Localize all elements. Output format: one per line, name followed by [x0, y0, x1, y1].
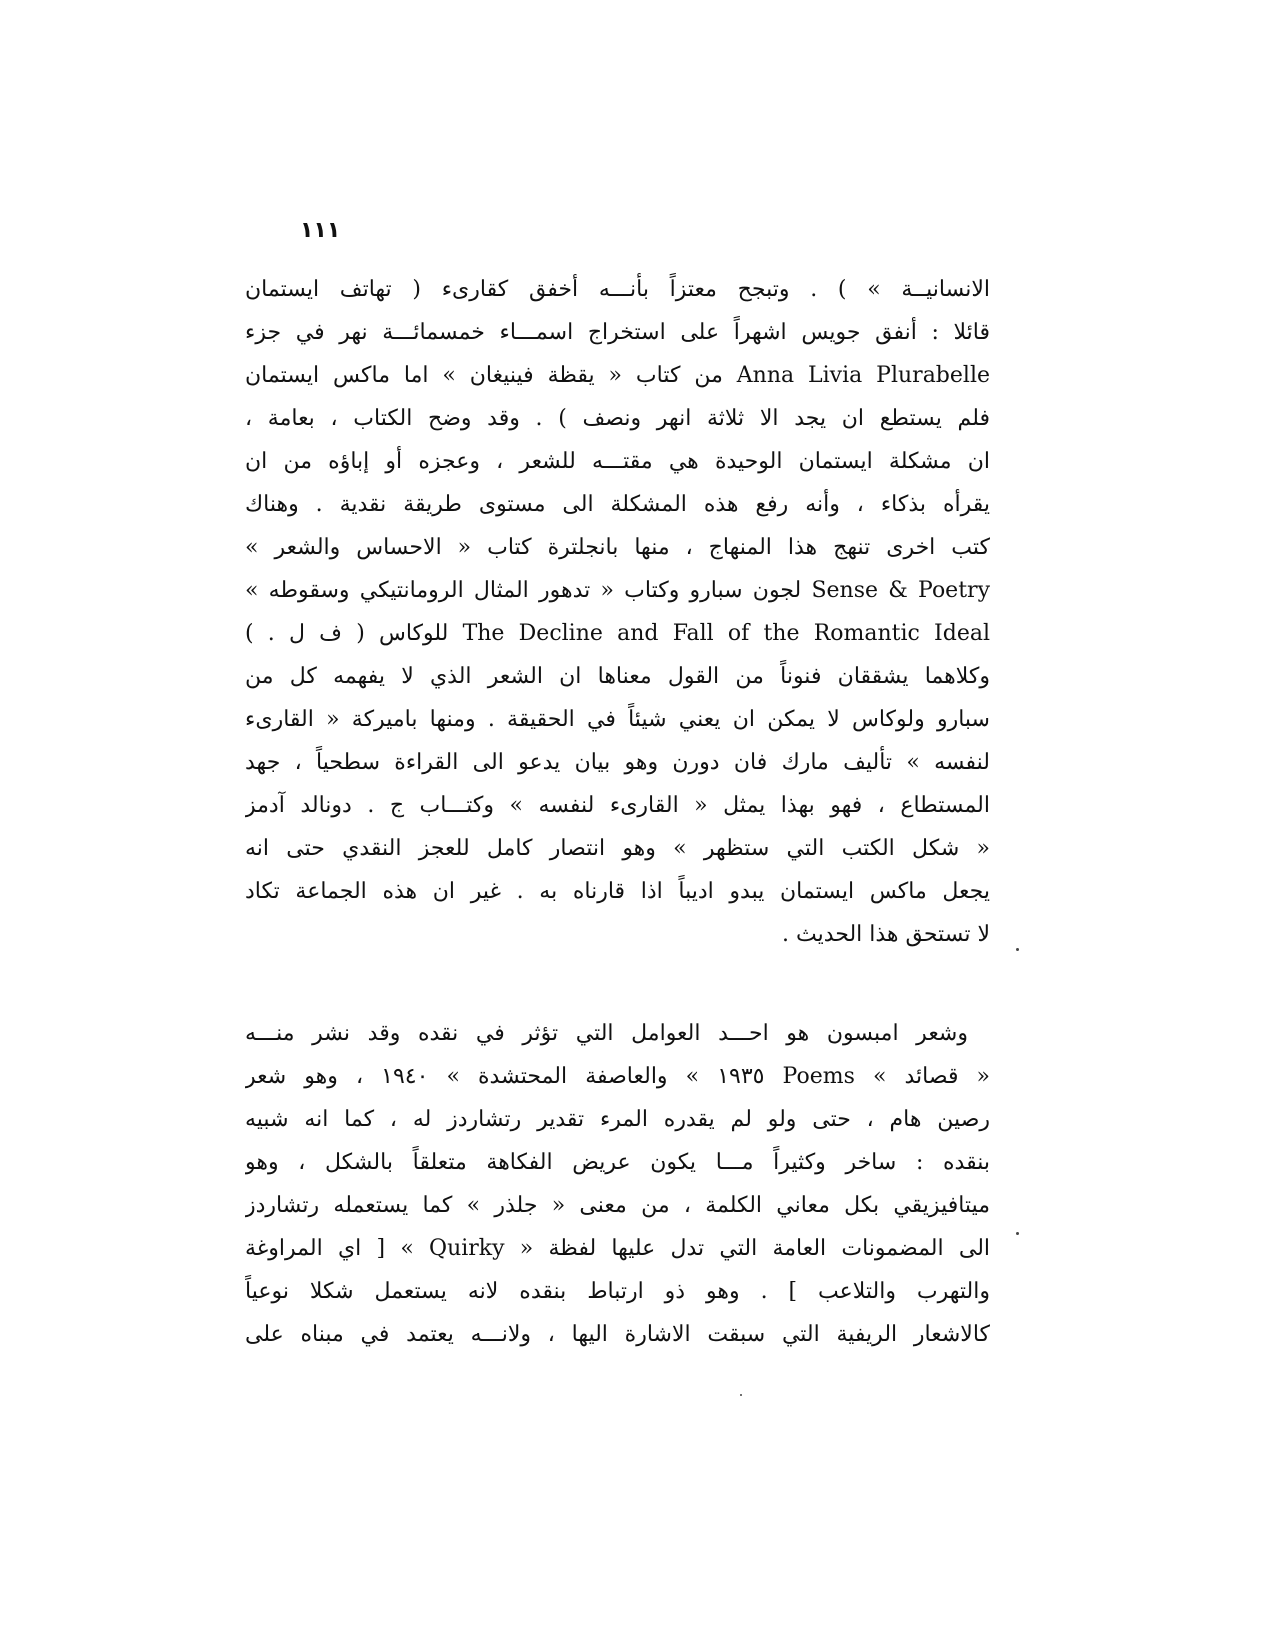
text-line: بنقده : ساخر وكثيراً مـــا يكون عريض الفكاهة متعلقاً بالشكل ، وهو [245, 1150, 990, 1175]
text-line: والتهرب والتلاعب ] . وهو ذو ارتباط بنقده لانه يستعمل شكلا نوعياً [245, 1279, 990, 1304]
text-line: يجعل ماكس ايستمان يبدو اديباً اذا قارناه به . غير ان هذه الجماعة تكاد [245, 879, 990, 904]
text-line: سبارو ولوكاس لا يمكن ان يعني شيئاً في الحقيقة . ومنها باميركة « القارىء [245, 707, 990, 732]
text-line: « شكل الكتب التي ستظهر » وهو انتصار كامل للعجز النقدي حتى انه [245, 836, 990, 861]
text-line: لا تستحق هذا الحديث . [781, 922, 990, 947]
text-line: وشعر امبسون هو احـــد العوامل التي تؤثر في نقده وقد نشر منـــه [245, 1021, 968, 1046]
text-line: وكلاهما يشققان فنوناً من القول معناها ان الشعر الذي لا يفهمه كل من [245, 664, 990, 689]
text-line: الى المضمونات العامة التي تدل عليها لفظة « Quirky » [ اي المراوغة [245, 1236, 990, 1261]
text-line: ان مشكلة ايستمان الوحيدة هي مقتـــه للشعر ، وعجزه أو إباؤه من ان [245, 449, 990, 474]
scan-speck [1016, 1232, 1019, 1235]
text-line: « قصائد » Poems ١٩٣٥ » والعاصفة المحتشدة » ١٩٤٠ ، وهو شعر [245, 1064, 990, 1089]
text-line: Sense & Poetry لجون سبارو وكتاب « تدهور المثال الرومانتيكي وسقوطه » [245, 578, 990, 603]
paragraph-1 [245, 268, 990, 956]
text-line: رصين هام ، حتى ولو لم يقدره المرء تقدير رتشاردز له ، كما انه شبيه [245, 1107, 990, 1132]
text-line: كتب اخرى تنهج هذا المنهاج ، منها بانجلترة كتاب « الاحساس والشعر » [245, 535, 990, 560]
paragraph-2 [245, 1012, 990, 1356]
scan-speck [1016, 948, 1019, 951]
text-line: قائلا : أنفق جويس اشهراً على استخراج اسمـــاء خمسمائـــة نهر في جزء [245, 320, 990, 345]
text-line: المستطاع ، فهو بهذا يمثل « القارىء لنفسه » وكتـــاب ج . دونالد آدمز [245, 793, 990, 818]
scan-speck [740, 1394, 742, 1396]
text-line: The Decline and Fall of the Romantic Ideal للوكاس ( ف ل . ) [245, 621, 990, 646]
text-line: ميتافيزيقي بكل معاني الكلمة ، من معنى « جلذر » كما يستعمله رتشاردز [245, 1193, 990, 1218]
text-line: فلم يستطع ان يجد الا ثلاثة انهر ونصف ) . وقد وضح الكتاب ، بعامة ، [245, 406, 990, 431]
text-line: لنفسه » تأليف مارك فان دورن وهو بيان يدعو الى القراءة سطحياً ، جهد [245, 750, 990, 775]
page-number: ١١١ [300, 218, 341, 243]
text-line: الانسانيــة » ) . وتبجح معتزاً بأنـــه أخفق كقارىء ( تهاتف ايستمان [245, 277, 990, 302]
text-line: يقرأه بذكاء ، وأنه رفع هذه المشكلة الى مستوى طريقة نقدية . وهناك [245, 492, 990, 517]
text-line: كالاشعار الريفية التي سبقت الاشارة اليها ، ولانـــه يعتمد في مبناه على [245, 1322, 990, 1347]
text-line: Anna Livia Plurabelle من كتاب « يقظة فينيغان » اما ماكس ايستمان [245, 363, 990, 388]
